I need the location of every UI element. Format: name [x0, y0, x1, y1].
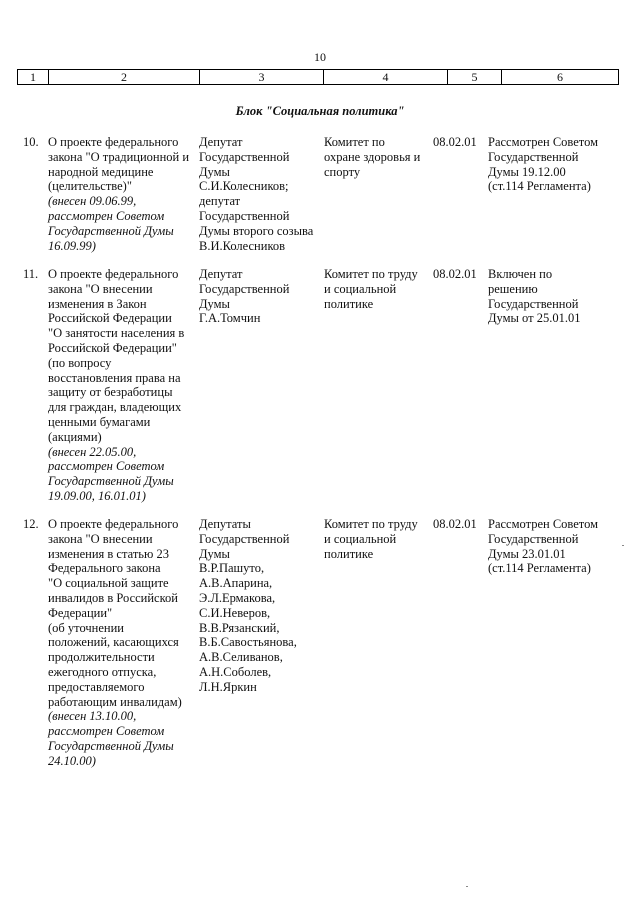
scan-speck [622, 545, 624, 546]
bill-title-text: О проекте федерального закона "О внесении изменения в статью 23 Федерального закона "О социальной защите инвалидов в Российской Федерации" (об уточнении положений, касающихся продолжительности ежегодного отпуска, предоставляемого работающим инвалидам) [48, 517, 182, 709]
bill-title-text: О проекте федерального закона "О внесении изменения в Закон Российской Федерации "О занятости населения в Российской Федерации" (по вопросу восстановления права на защиту от безработицы для граждан, владеющих ценными бумагами (акциями) [48, 267, 185, 444]
consideration-date: 08.02.01 [433, 267, 477, 281]
bill-title [48, 267, 198, 504]
column-header-cell: 6 [557, 70, 563, 84]
entry-number: 11. [23, 267, 39, 281]
column-header-cell: 3 [200, 70, 324, 84]
bill-author: Депутаты Государственной Думы В.Р.Пашуто, А.В.Апарина, Э.Л.Ермакова, С.И.Неверов, В.В.Рязанский, В.Б.Савостьянова, А.В.Селиванов, А.Н.Соболев, Л.Н.Яркин [199, 517, 297, 694]
column-header-cell: 5 [448, 70, 502, 84]
responsible-committee: Комитет по труду и социальной политике [324, 517, 418, 561]
bill-status: Рассмотрен Советом Государственной Думы 19.12.00 (ст.114 Регламента) [488, 135, 599, 194]
section-title: Блок "Социальная политика" [235, 104, 405, 118]
responsible-committee: Комитет по труду и социальной политике [324, 267, 418, 311]
page-number: 10 [314, 50, 326, 64]
column-header-cell: 1 [18, 70, 49, 84]
bill-author: Депутат Государственной Думы С.И.Колесников; депутат Государственной Думы второго созыва В.И.Колесников [199, 135, 314, 253]
column-header-cell: 2 [49, 70, 200, 84]
bill-submission-note: (внесен 09.06.99, рассмотрен Советом Государственной Думы 16.09.99) [48, 194, 174, 253]
bill-title [48, 517, 198, 769]
column-header-cell: 4 [324, 70, 448, 84]
entry-number: 12. [23, 517, 39, 531]
bill-submission-note: (внесен 22.05.00, рассмотрен Советом Государственной Думы 19.09.00, 16.01.01) [48, 444, 174, 503]
bill-status: Включен по решению Государственной Думы от 25.01.01 [488, 267, 581, 326]
bill-status: Рассмотрен Советом Государственной Думы 23.01.01 (ст.114 Регламента) [488, 517, 599, 576]
responsible-committee: Комитет по охране здоровья и спорту [324, 135, 421, 179]
bill-title [48, 135, 198, 253]
bill-title-text: О проекте федерального закона "О традиционной и народной медицине (целительстве)" [48, 135, 190, 194]
scan-speck [466, 886, 468, 887]
bill-author: Депутат Государственной Думы Г.А.Томчин [199, 267, 290, 326]
consideration-date: 08.02.01 [433, 517, 477, 531]
column-number-header [17, 69, 619, 85]
bill-submission-note: (внесен 13.10.00, рассмотрен Советом Государственной Думы 24.10.00) [48, 709, 174, 768]
entry-number: 10. [23, 135, 39, 149]
consideration-date: 08.02.01 [433, 135, 477, 149]
